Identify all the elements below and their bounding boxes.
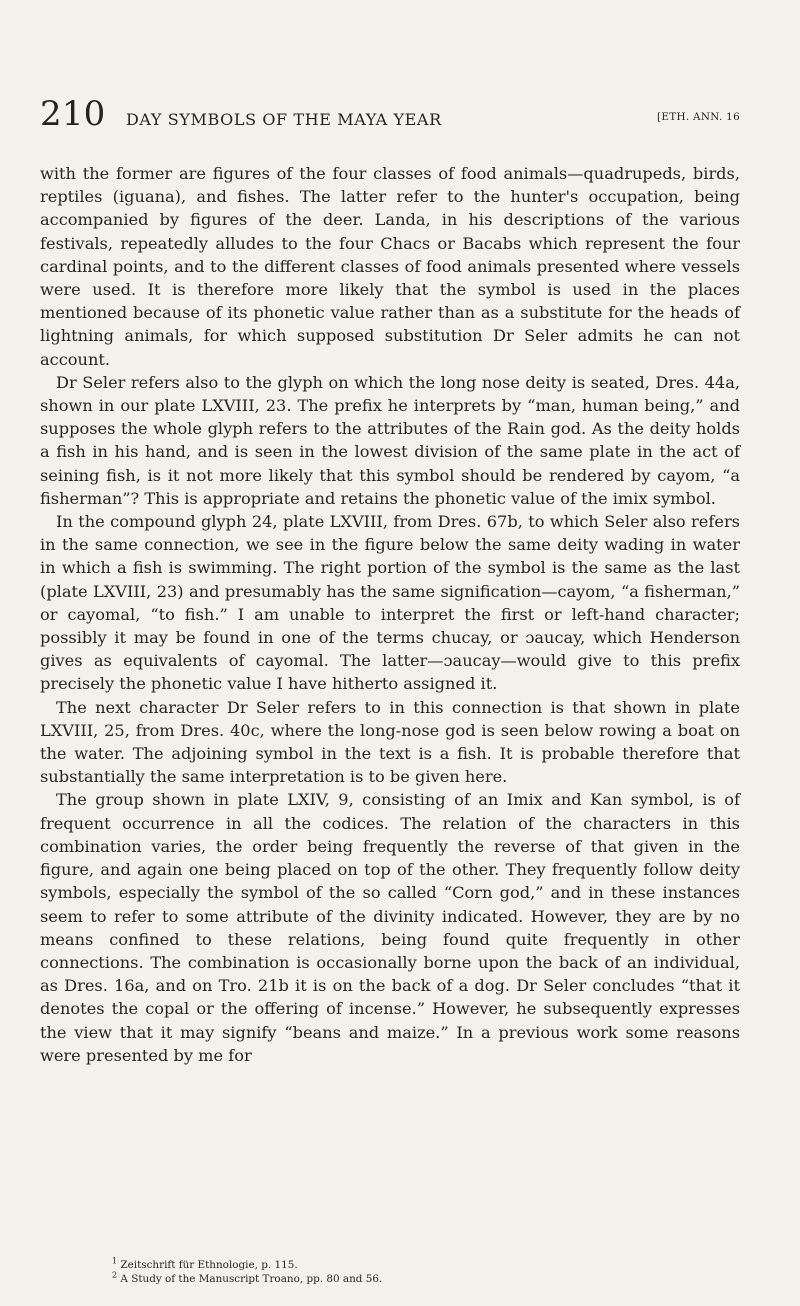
paragraph: In the compound glyph 24, plate LXVIII, from Dres. 67b, to which Seler also refers in the same connection, we see in the figure below the same deity wading in water in which a fish is swimming. The right portion of the symbol is the same as the last (plate LXVIII, 23) and presumably has the same signification—cayom, “a fisherman,” or cayomal, “to fish.” I am unable to interpret the first or left-hand character; possibly it may be found in one of the terms chucay, or ɔaucay, which Henderson gives as equivalents of cayomal. The latter—ɔaucay—would give to this prefix precisely the phonetic value I have hitherto assigned it. [40, 512, 740, 694]
body-text [40, 162, 740, 1067]
footnote-mark: 1 [112, 1256, 118, 1266]
paragraph: Dr Seler refers also to the glyph on which the long nose deity is seated, Dres. 44a, shown in our plate LXVIII, 23. The prefix he interprets by “man, human being,” and supposes the whole glyph refers to the attributes of the Rain god. As the deity holds a fish in his hand, and is seen in the lowest division of the same plate in the act of seining fish, is it not more likely that this symbol should be rendered by cayom, “a fisherman”? This is appropriate and retains the phonetic value of the imix symbol. [40, 372, 740, 508]
footnote-text: A Study of the Manuscript Troano, pp. 80 and 56. [120, 1273, 383, 1285]
page-header [40, 96, 740, 136]
footnote [40, 1272, 740, 1286]
paragraph: The group shown in plate LXIV, 9, consisting of an Imix and Kan symbol, is of frequent occurrence in all the codices. The relation of the characters in this combination varies, the order being frequently the reverse of that given in the figure, and again one being placed on top of the other. They frequently follow deity symbols, especially the symbol of the so called “Corn god,” and in these instances seem to refer to some attribute of the divinity indicated. However, they are by no means confined to these relations, being found quite frequently in other connections. The combination is occasionally borne upon the back of an individual, as Dres. 16a, and on Tro. 21b it is on the back of a dog. Dr Seler concludes “that it denotes the copal or the offering of incense.” However, he subsequently expresses the view that it may signify “beans and maize.” In a previous work some reasons were presented by me for [40, 790, 740, 1065]
paragraph: with the former are figures of the four classes of food animals—quadrupeds, birds, reptiles (iguana), and fishes. The latter refer to the hunter's occupation, being accompanied by figures of the deer. Landa, in his descriptions of the various festivals, repeatedly alludes to the four Chacs or Bacabs which represent the four cardinal points, and to the different classes of food animals presented where vessels were used. It is therefore more likely that the symbol is used in the places mentioned because of its phonetic value rather than as a substitute for the heads of lightning animals, for which supposed substitution Dr Seler admits he can not account. [40, 164, 740, 369]
footnotes [40, 1258, 740, 1286]
paragraph: The next character Dr Seler refers to in this connection is that shown in plate LXVIII, 25, from Dres. 40c, where the long-nose god is seen below rowing a boat on the water. The adjoining symbol in the text is a fish. It is probable therefore that substantially the same interpretation is to be given here. [40, 697, 740, 787]
footnote [40, 1258, 740, 1272]
footnote-text: Zeitschrift für Ethnologie, p. 115. [120, 1259, 298, 1271]
journal-reference: [ETH. ANN. 16 [657, 111, 740, 123]
page-number: 210 [40, 94, 106, 134]
footnote-mark: 2 [112, 1270, 118, 1280]
running-title: DAY SYMBOLS OF THE MAYA YEAR [126, 110, 442, 129]
